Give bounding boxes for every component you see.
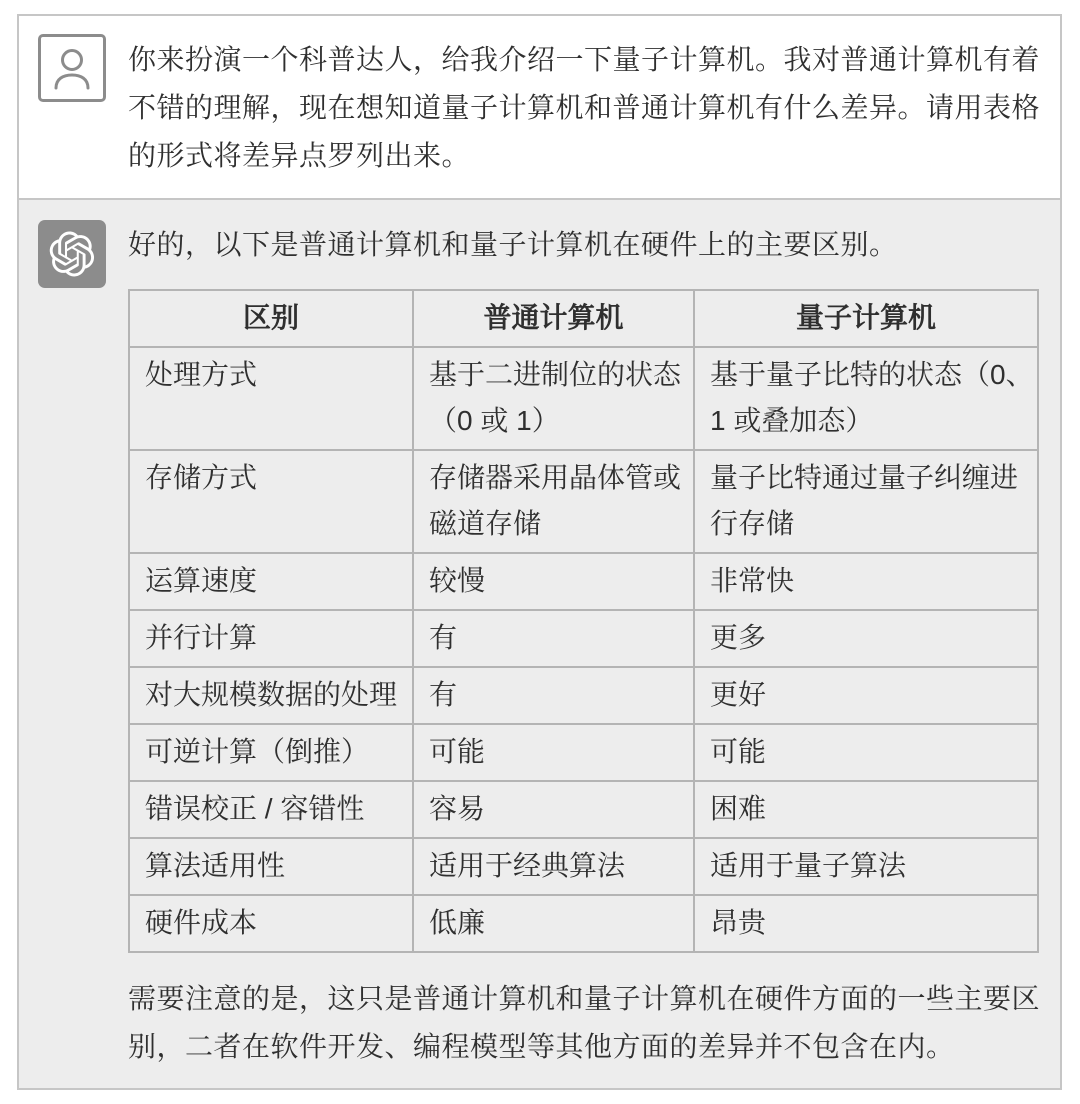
chat-transcript	[17, 14, 1062, 1090]
table-row	[129, 610, 1038, 667]
table-cell-classical: 基于二进制位的状态（0 或 1）	[413, 347, 694, 450]
assistant-message	[19, 200, 1060, 1088]
table-cell-aspect: 运算速度	[129, 553, 413, 610]
table-cell-aspect: 硬件成本	[129, 895, 413, 952]
table-cell-quantum: 更好	[694, 667, 1038, 724]
table-row	[129, 781, 1038, 838]
table-cell-quantum: 可能	[694, 724, 1038, 781]
assistant-intro-text: 好的，以下是普通计算机和量子计算机在硬件上的主要区别。	[128, 229, 898, 260]
table-cell-quantum: 非常快	[694, 553, 1038, 610]
user-avatar	[38, 34, 106, 102]
user-message-text: 你来扮演一个科普达人，给我介绍一下量子计算机。我对普通计算机有着不错的理解，现在想知道量子计算机和普通计算机有什么差异。请用表格的形式将差异点罗列出来。	[128, 44, 1041, 171]
table-cell-aspect: 可逆计算（倒推）	[129, 724, 413, 781]
table-cell-classical: 容易	[413, 781, 694, 838]
user-message	[19, 16, 1060, 200]
table-cell-classical: 存储器采用晶体管或磁道存储	[413, 450, 694, 553]
table-header-classical: 普通计算机	[413, 290, 694, 347]
table-row	[129, 895, 1038, 952]
table-cell-aspect: 并行计算	[129, 610, 413, 667]
table-row	[129, 347, 1038, 450]
table-cell-aspect: 算法适用性	[129, 838, 413, 895]
table-cell-classical: 适用于经典算法	[413, 838, 694, 895]
table-cell-quantum: 基于量子比特的状态（0、1 或叠加态）	[694, 347, 1038, 450]
table-header-row	[129, 290, 1038, 347]
assistant-message-body	[128, 221, 1048, 1071]
user-icon	[41, 37, 103, 99]
table-row	[129, 724, 1038, 781]
assistant-avatar	[38, 220, 106, 288]
table-cell-quantum: 量子比特通过量子纠缠进行存储	[694, 450, 1038, 553]
table-cell-classical: 低廉	[413, 895, 694, 952]
table-cell-classical: 有	[413, 610, 694, 667]
table-row	[129, 553, 1038, 610]
table-cell-quantum: 适用于量子算法	[694, 838, 1038, 895]
table-row	[129, 450, 1038, 553]
table-cell-classical: 可能	[413, 724, 694, 781]
table-cell-classical: 有	[413, 667, 694, 724]
table-cell-aspect: 错误校正 / 容错性	[129, 781, 413, 838]
table-header-quantum: 量子计算机	[694, 290, 1038, 347]
table-cell-classical: 较慢	[413, 553, 694, 610]
assistant-note-text: 需要注意的是，这只是普通计算机和量子计算机在硬件方面的一些主要区别，二者在软件开发、编程模型等其他方面的差异并不包含在内。	[128, 983, 1041, 1062]
table-cell-aspect: 对大规模数据的处理	[129, 667, 413, 724]
table-row	[129, 667, 1038, 724]
table-cell-quantum: 更多	[694, 610, 1038, 667]
table-header-aspect: 区别	[129, 290, 413, 347]
table-row	[129, 838, 1038, 895]
table-cell-aspect: 存储方式	[129, 450, 413, 553]
table-cell-quantum: 困难	[694, 781, 1038, 838]
user-message-body	[128, 36, 1048, 180]
table-cell-aspect: 处理方式	[129, 347, 413, 450]
comparison-table	[128, 289, 1039, 953]
table-cell-quantum: 昂贵	[694, 895, 1038, 952]
openai-logo-icon	[49, 231, 95, 277]
